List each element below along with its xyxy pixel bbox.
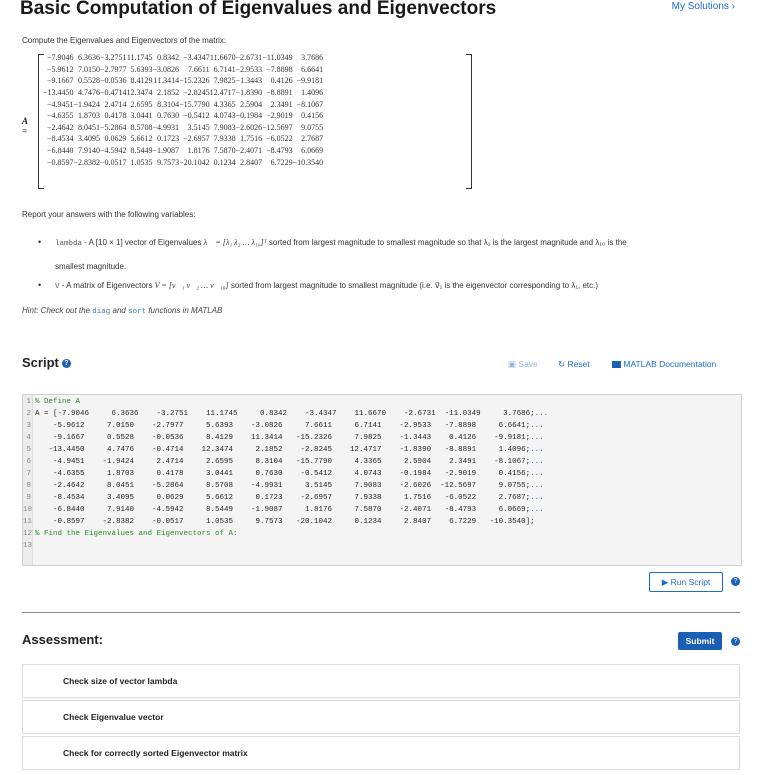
matrix-cell: 4.7476 [78,88,101,98]
line-number: 13 [23,542,33,550]
matrix-cell: −12.5697 [262,122,293,132]
matrix-cell: 6.7141 [213,64,236,74]
line-number: 6 [26,458,31,466]
line-number: 3 [26,422,31,430]
line-number: 5 [26,446,31,454]
matrix-cell: −4.5942 [100,146,127,156]
hint-part: Hint: Check out the [22,306,93,315]
code-content: -2.4642 8.0451 -5.2864 8.5708 -4.9931 3.5145 7.9083 -2.6026 -12.5697 9.0755; [35,482,531,490]
matrix-cell: −4.6355 [47,111,74,121]
matrix-cell: 7.5870 [213,146,236,156]
code-text [35,506,544,514]
save-label: Save [518,359,538,369]
matrix-cell: 6.0669 [301,146,324,156]
lambda-math: λ⃗ = [λ₁ λ₂ … λ₁₀]ᵀ [203,238,267,247]
matrix-cell: −1.9424 [73,99,101,109]
matrix-cell: −1.8390 [235,88,263,98]
code-text [35,434,544,442]
submit-button[interactable]: Submit [678,632,722,650]
code-text [35,446,544,454]
matrix-cell: −2.6026 [235,122,263,132]
matrix-cell: −1.9087 [152,146,180,156]
code-text [35,422,544,430]
matrix-cell: −3.4347 [183,53,210,63]
matrix-cell: 0.1723 [157,134,180,144]
matrix-cell: 2.6595 [130,99,153,109]
matrix-cell: 3.5145 [187,122,210,132]
matrix-row [43,110,323,122]
matrix-cell: −13.4450 [43,88,74,98]
documentation-icon [612,361,621,368]
continuation-marker: ... [530,506,544,514]
bullet-dot: • [38,237,42,247]
line-number: 11 [23,518,33,526]
matrix-right-bracket [466,54,472,189]
matrix-cell: 2.1852 [157,88,180,98]
continuation-marker: ... [530,446,544,454]
code-content: -4.6355 1.8703 0.4178 3.0441 0.7630 -0.5412 4.0743 -0.1984 -2.9019 0.4156; [35,470,531,478]
bullet-eigvec-desc2: sorted from largest magnitude to smallest magnitude (i.e. v⃗₁ is the eigenvector corresponding to λ₁, etc.) [228,281,599,290]
matrix-row [43,122,323,134]
matrix-cell: −10.3540 [292,157,324,167]
matrix-cell: 0.8342 [157,53,180,63]
matrix-cell: 4.0743 [213,111,236,121]
code-content: % Find the Eigenvalues and Eigenvectors of A: [35,530,238,538]
matrix-cell: 2.3491 [270,99,293,109]
matrix-cell: 8.3104 [157,99,180,109]
matrix-cell: 3.7686 [301,53,324,63]
matlab-documentation-button[interactable] [612,359,716,369]
matrix-cell: 0.0629 [104,134,127,144]
code-content: -5.9612 7.0150 -2.7977 5.6393 -3.0826 7.6611 6.7141 -2.9533 -7.8898 6.6641; [35,422,531,430]
matrix-cell: 12.4717 [209,88,236,98]
assessment-check-item[interactable] [22,664,740,698]
code-text [35,494,544,502]
line-number: 4 [26,434,31,442]
matrix-cell: 7.6611 [187,64,210,74]
matrix-cell: 8.0451 [78,122,101,132]
page-title: Basic Computation of Eigenvalues and Eigenvectors [20,0,497,19]
reset-label: Reset [567,359,590,369]
matrix-cell: 0.4126 [270,76,293,86]
matrix-cell: 7.9825 [213,76,236,86]
matrix-cell: 6.7229 [270,157,293,167]
code-text [35,482,544,490]
matrix-cell: −5.2864 [100,122,127,132]
matrix-cell: −2.6731 [235,53,263,63]
check-label: Check Eigenvalue vector [63,712,164,722]
check-label: Check for correctly sorted Eigenvector matrix [63,748,248,758]
matrix-table [43,52,323,168]
matrix-cell: 12.3474 [126,88,153,98]
code-content: -6.8440 7.9140 -4.5942 8.5449 -1.9087 1.8176 7.5870 -2.4071 -8.4793 6.0669; [35,506,531,514]
code-text [35,398,80,406]
v-code: V [55,283,60,291]
script-section-title [22,355,71,370]
problem-intro: Compute the Eigenvalues and Eigenvectors of the matrix: [22,36,227,45]
my-solutions-link[interactable]: My Solutions › [671,1,735,12]
matrix-cell: 3.0441 [130,111,153,121]
matrix-cell: −5.9612 [47,64,74,74]
matrix-cell: −9.1667 [47,76,74,86]
continuation-marker: ... [530,482,544,490]
continuation-marker: ... [534,410,549,418]
code-content: -13.4450 4.7476 -0.4714 12.3474 2.1852 -2.8245 12.4717 -1.8390 -8.8891 1.4096; [35,446,531,454]
assessment-check-item[interactable] [22,700,740,734]
matrix-cell: −4.9451 [47,99,74,109]
script-title-text: Script [22,355,59,370]
save-button[interactable] [508,359,538,370]
code-text [35,530,238,538]
lambda-code: lambda [55,240,83,248]
matrix-cell: 5.6393 [130,64,153,74]
matrix-cell: −4.9931 [152,122,180,132]
line-number: 9 [26,494,31,502]
matrix-cell: −15.7790 [179,99,210,109]
run-label: Run Script [670,577,711,587]
save-icon: ▣ [508,359,517,369]
matrix-cell: 1.8176 [187,146,210,156]
code-text [35,410,548,418]
matrix-cell: −0.0536 [100,76,127,86]
matrix-cell: 0.1234 [213,157,236,167]
matrix-label: A = [22,116,28,136]
matrix-cell: 2.4714 [104,99,127,109]
matrix-row [43,145,323,157]
matrix-cell: 1.4096 [301,88,324,98]
matrix-cell: −1.3443 [235,76,263,86]
matrix-cell: 2.5904 [240,99,263,109]
continuation-marker: ... [530,422,544,430]
matrix-cell: 8.5449 [130,146,153,156]
matrix-cell: −7.8898 [266,64,293,74]
line-number-gutter [23,395,33,565]
matrix-cell: 0.4178 [104,111,127,121]
bullet-lambda-desc: - A [10 × 1] vector of Eigenvalues [82,238,204,247]
matrix-cell: 7.0150 [78,64,101,74]
help-icon[interactable]: ? [62,359,71,368]
line-number: 1 [26,398,31,406]
matrix-cell: −6.0522 [266,134,293,144]
matrix-cell: −0.1984 [235,111,263,121]
matrix-cell: 7.9083 [213,122,236,132]
matrix-cell: −9.9181 [296,76,324,86]
matrix-cell: −2.6957 [183,134,210,144]
continuation-marker: ... [530,458,544,466]
matrix-cell: 1.8703 [78,111,101,121]
matrix-cell: −2.9533 [235,64,263,74]
code-text [35,458,544,466]
matrix-cell: 11.1745 [126,53,153,63]
code-editor[interactable] [22,394,742,566]
v-math: V = [v⃗₁ v⃗₂ … v⃗₁₀] [154,281,229,290]
matrix-cell: 8.5708 [130,122,153,132]
hint-part: and [110,306,129,315]
matrix-cell: 0.4156 [301,111,324,121]
matrix-cell: −3.2751 [100,53,127,63]
matrix-cell: 2.7687 [301,134,324,144]
bullet-eigvec-text [55,281,598,291]
code-text [35,518,535,526]
continuation-marker: ... [530,470,544,478]
code-content: -4.9451 -1.9424 2.4714 2.6595 8.3104 -15.7790 4.3365 2.5904 2.3491 -8.1067; [35,458,531,466]
help-icon[interactable]: ? [731,577,740,586]
matrix-cell: 1.0535 [130,157,153,167]
matrix-row [43,64,323,76]
matrix-cell: −8.1067 [296,99,324,109]
matrix-cell: 2.8407 [240,157,263,167]
matrix-cell: 1.7516 [240,134,263,144]
matrix-row [43,87,323,99]
matrix-cell: −0.0517 [100,157,127,167]
line-number: 8 [26,482,31,490]
code-content: % Define A [35,398,81,406]
hint-diag-code: diag [92,308,111,316]
matrix-cell: 11.6670 [209,53,236,63]
matrix-cell: −2.9019 [266,111,293,121]
hint-part: functions in MATLAB [146,306,223,315]
matrix-cell: 4.3365 [213,99,236,109]
line-number: 12 [23,530,33,538]
check-label: Check size of vector lambda [63,676,178,686]
reset-icon: ↻ [558,359,566,369]
code-text [35,470,544,478]
matrix-cell: −0.4714 [100,88,127,98]
help-icon[interactable]: ? [731,637,740,646]
matrix-cell: −8.4534 [47,134,74,144]
matrix-cell: 3.4095 [78,134,101,144]
hint-text [22,306,222,316]
code-content: -0.8597 -2.8382 -0.0517 1.0535 9.7573 -20.1042 0.1234 2.8407 6.7229 -10.3540]; [35,518,535,526]
matrix-cell: 9.7573 [157,157,180,167]
section-divider [22,612,740,613]
continuation-marker: ... [530,434,544,442]
line-number: 2 [26,410,31,418]
matrix-cell: −7.9046 [47,53,74,63]
report-instructions: Report your answers with the following variables: [22,210,196,219]
matrix-cell: 6.3636 [78,53,101,63]
matrix-cell: 11.3414 [153,76,180,86]
matrix-cell: −2.8382 [73,157,101,167]
matrix-cell: 7.9140 [78,146,101,156]
run-script-button[interactable] [649,572,723,592]
continuation-marker: ... [530,494,544,502]
matrix-cell: 8.4129 [130,76,153,86]
matrix-row [43,133,323,145]
line-number: 7 [26,470,31,478]
assessment-title: Assessment: [22,632,103,647]
matrix-cell: 6.6641 [301,64,324,74]
bullet-lambda-text [55,238,627,248]
matrix-cell: 9.0755 [301,122,324,132]
docs-label: MATLAB Documentation [623,359,717,369]
code-content: A = [-7.9046 6.3636 -3.2751 11.1745 0.8342 -3.4347 11.6670 -2.6731 -11.0349 3.7686; [35,410,535,418]
matrix-cell: −15.2326 [179,76,210,86]
matrix-cell: −20.1042 [179,157,210,167]
matrix-cell: 0.5528 [78,76,101,86]
code-content: -8.4534 3.4095 0.0629 5.6612 0.1723 -2.6957 7.9338 1.7516 -6.0522 2.7687; [35,494,531,502]
matrix-cell: −11.0349 [262,53,293,63]
matrix-row [43,52,323,64]
matrix-row [43,156,323,168]
matrix-cell: −2.4071 [235,146,263,156]
bullet-lambda-line2-text: smallest magnitude. [55,262,127,271]
assessment-check-item[interactable] [22,736,740,770]
hint-sort-code: sort [128,308,147,316]
code-content: -9.1667 0.5528 -0.0536 8.4129 11.3414 -15.2326 7.9825 -1.3443 0.4126 -9.9181; [35,434,531,442]
matrix-cell: 7.9338 [213,134,236,144]
reset-button[interactable] [558,359,590,370]
matrix-cell: −2.7977 [100,64,127,74]
bullet-eigvec-desc: - A matrix of Eigenvectors [59,281,155,290]
bullet-lambda-desc2: sorted from largest magnitude to smallest magnitude so that λ₁ is the largest magnitude and λ₁₀ is the [266,238,627,247]
matrix-row [43,75,323,87]
matrix-cell: −0.5412 [183,111,210,121]
matrix-cell: −6.8440 [47,146,74,156]
play-icon: ▶ [661,577,669,587]
matrix-cell: −2.8245 [183,88,210,98]
matrix-cell: −8.4793 [266,146,293,156]
matrix-cell: −2.4642 [47,122,74,132]
matrix-row [43,98,323,110]
matrix-cell: −8.8891 [266,88,293,98]
bullet-dot: • [38,280,42,290]
matrix-cell: −0.8597 [47,157,74,167]
matrix-cell: 0.7630 [157,111,180,121]
line-number: 10 [23,506,33,514]
matrix-cell: −3.0826 [152,64,180,74]
matrix-cell: 5.6612 [130,134,153,144]
